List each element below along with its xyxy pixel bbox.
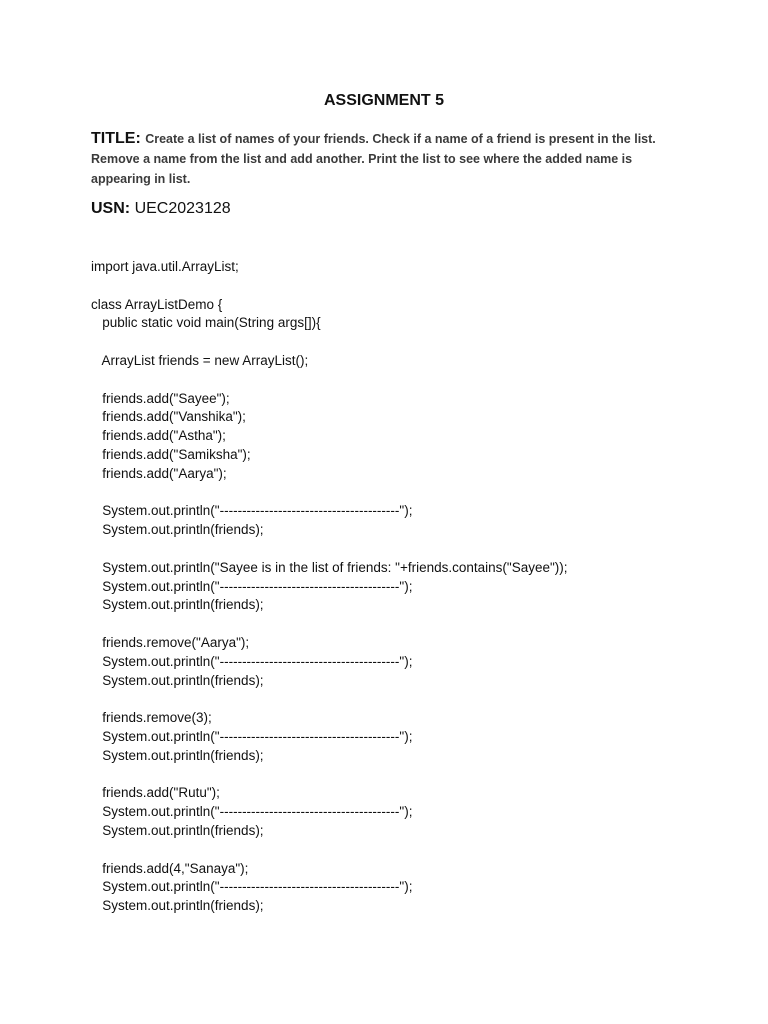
code-line: friends.add("Astha");: [91, 428, 226, 444]
code-line: class ArrayListDemo {: [91, 296, 223, 312]
assignment-heading: ASSIGNMENT 5: [323, 92, 444, 109]
code-block: [91, 258, 751, 916]
code-line: [91, 690, 751, 709]
code-line: friends.add(4,"Sanaya");: [91, 860, 249, 876]
code-line: [91, 540, 751, 559]
code-line: System.out.println("----------------------------------------");: [91, 879, 413, 895]
code-line: import java.util.ArrayList;: [91, 259, 239, 274]
code-line: public static void main(String args[]){: [91, 315, 321, 331]
code-line: friends.remove(3);: [91, 710, 212, 726]
code-line: System.out.println(friends);: [91, 747, 264, 763]
code-line: [91, 371, 751, 390]
code-line: [91, 277, 751, 296]
code-line: [91, 333, 751, 352]
code-line: System.out.println(friends);: [91, 522, 264, 538]
code-line: System.out.println("----------------------------------------");: [91, 578, 413, 594]
code-line: [91, 766, 751, 785]
code-line: System.out.println("Sayee is in the list of friends: "+friends.contains("Sayee"));: [91, 559, 568, 575]
code-line: friends.add("Samiksha");: [91, 446, 251, 462]
title-label: TITLE:: [91, 130, 141, 147]
code-line: [91, 484, 751, 503]
usn-label: USN:: [91, 200, 131, 217]
code-line: friends.add("Vanshika");: [91, 409, 246, 425]
code-line: friends.add("Sayee");: [91, 390, 230, 406]
code-line: System.out.println(friends);: [91, 822, 264, 838]
code-line: System.out.println("----------------------------------------");: [91, 728, 413, 744]
code-line: System.out.println("----------------------------------------");: [91, 804, 413, 820]
code-line: System.out.println(friends);: [91, 672, 264, 688]
code-line: System.out.println(friends);: [91, 597, 264, 613]
usn-value: UEC2023128: [134, 200, 231, 217]
title-text: Create a list of names of your friends. Check if a name of a friend is present in the list. Remove a name from the list and add another. Print the list to see where the added name is appearing in list.: [91, 132, 656, 186]
code-line: System.out.println("----------------------------------------");: [91, 653, 413, 669]
code-line: friends.remove("Aarya");: [91, 634, 250, 650]
code-line: System.out.println(friends);: [91, 898, 264, 914]
code-line: friends.add("Rutu");: [91, 785, 220, 801]
usn-block: [91, 200, 231, 218]
code-line: System.out.println("----------------------------------------");: [91, 503, 413, 519]
code-line: ArrayList friends = new ArrayList();: [91, 352, 309, 368]
code-line: [91, 841, 751, 860]
code-line: friends.add("Aarya");: [91, 465, 227, 481]
code-line: [91, 615, 751, 634]
title-block: [91, 129, 681, 189]
